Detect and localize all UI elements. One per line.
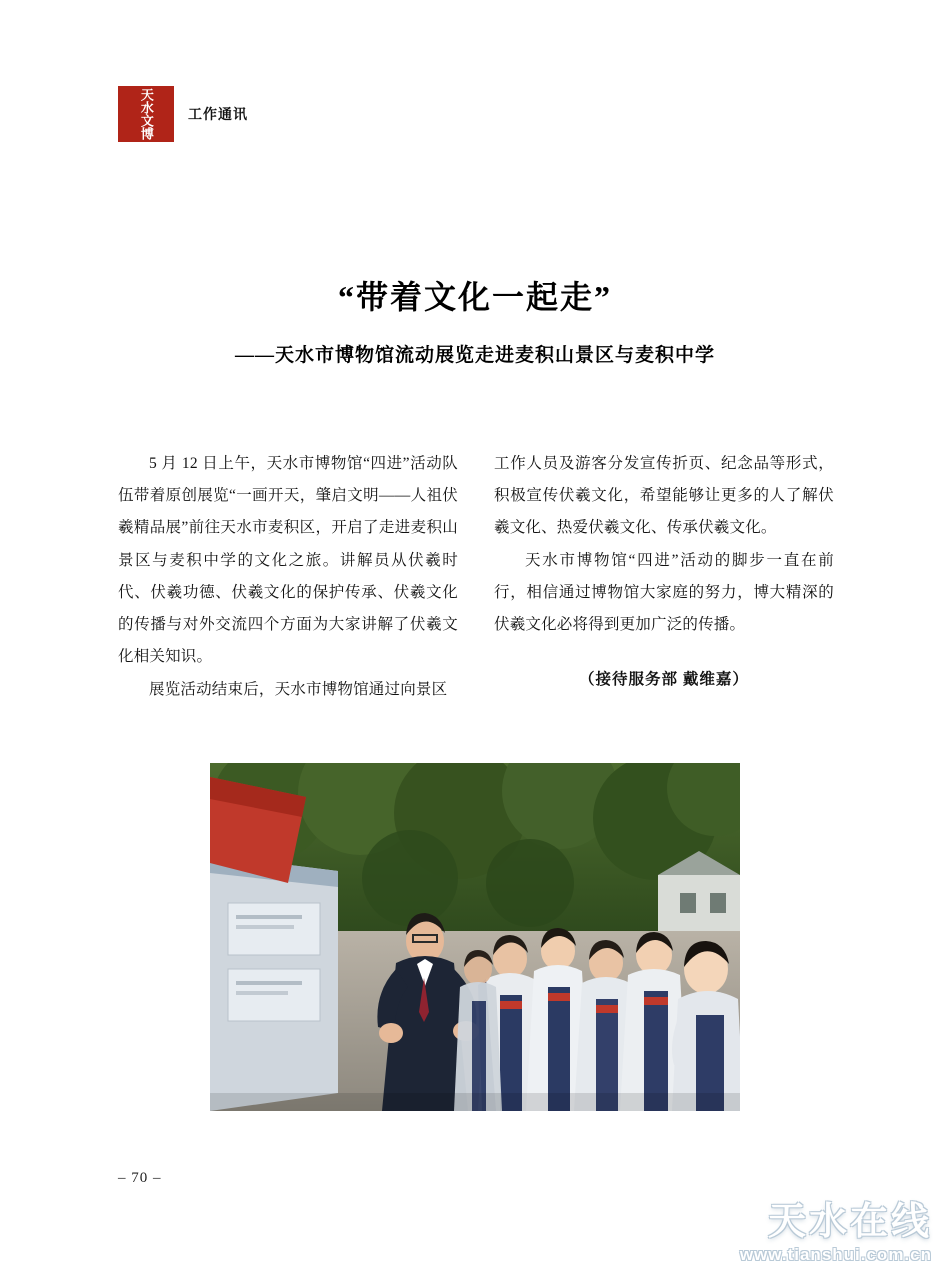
paragraph: 展览活动结束后，天水市博物馆通过向景区 [149, 680, 448, 698]
article-byline: （接待服务部 戴维嘉） [579, 671, 749, 689]
article-subtitle: ——天水市博物馆流动展览走进麦积山景区与麦积中学 [234, 345, 715, 366]
paragraph: 工作人员及游客分发宣传折页、纪念品等形式，积极宣传伏羲文化，希望能够让更多的人了解伏羲文化、热爱伏羲文化、传承伏羲文化。 [494, 455, 834, 537]
paragraph: 5 月 12 日上午，天水市博物馆“四进”活动队伍带着原创展览“一画开天，肇启文明——人祖伏羲精品展”前往天水市麦积区，开启了走进麦积山景区与麦积中学的文化之旅。讲解员从伏羲时代、伏羲功德、伏羲文化的保护传承、伏羲文化的传播与对外交流四个方面为大家讲解了伏羲文化相关知识。 [118, 455, 458, 666]
museum-seal-logo: 天水文博 [118, 86, 174, 142]
title-block [0, 272, 950, 367]
left-column [118, 448, 458, 706]
page-number: – 70 – [118, 1170, 162, 1186]
page-header [118, 86, 248, 142]
article-photo [210, 763, 740, 1111]
right-column [494, 448, 834, 706]
watermark [740, 1203, 932, 1265]
watermark-title: 天水在线 [767, 1201, 932, 1244]
paragraph: 天水市博物馆“四进”活动的脚步一直在前行，相信通过博物馆大家庭的努力，博大精深的伏羲文化必将得到更加广泛的传播。 [494, 551, 834, 634]
article-title: “带着文化一起走” [337, 279, 612, 315]
article-body [118, 448, 834, 706]
section-label: 工作通讯 [188, 106, 248, 122]
photo-illustration [210, 763, 740, 1111]
watermark-url: www.tianshui.com.cn [739, 1245, 932, 1264]
